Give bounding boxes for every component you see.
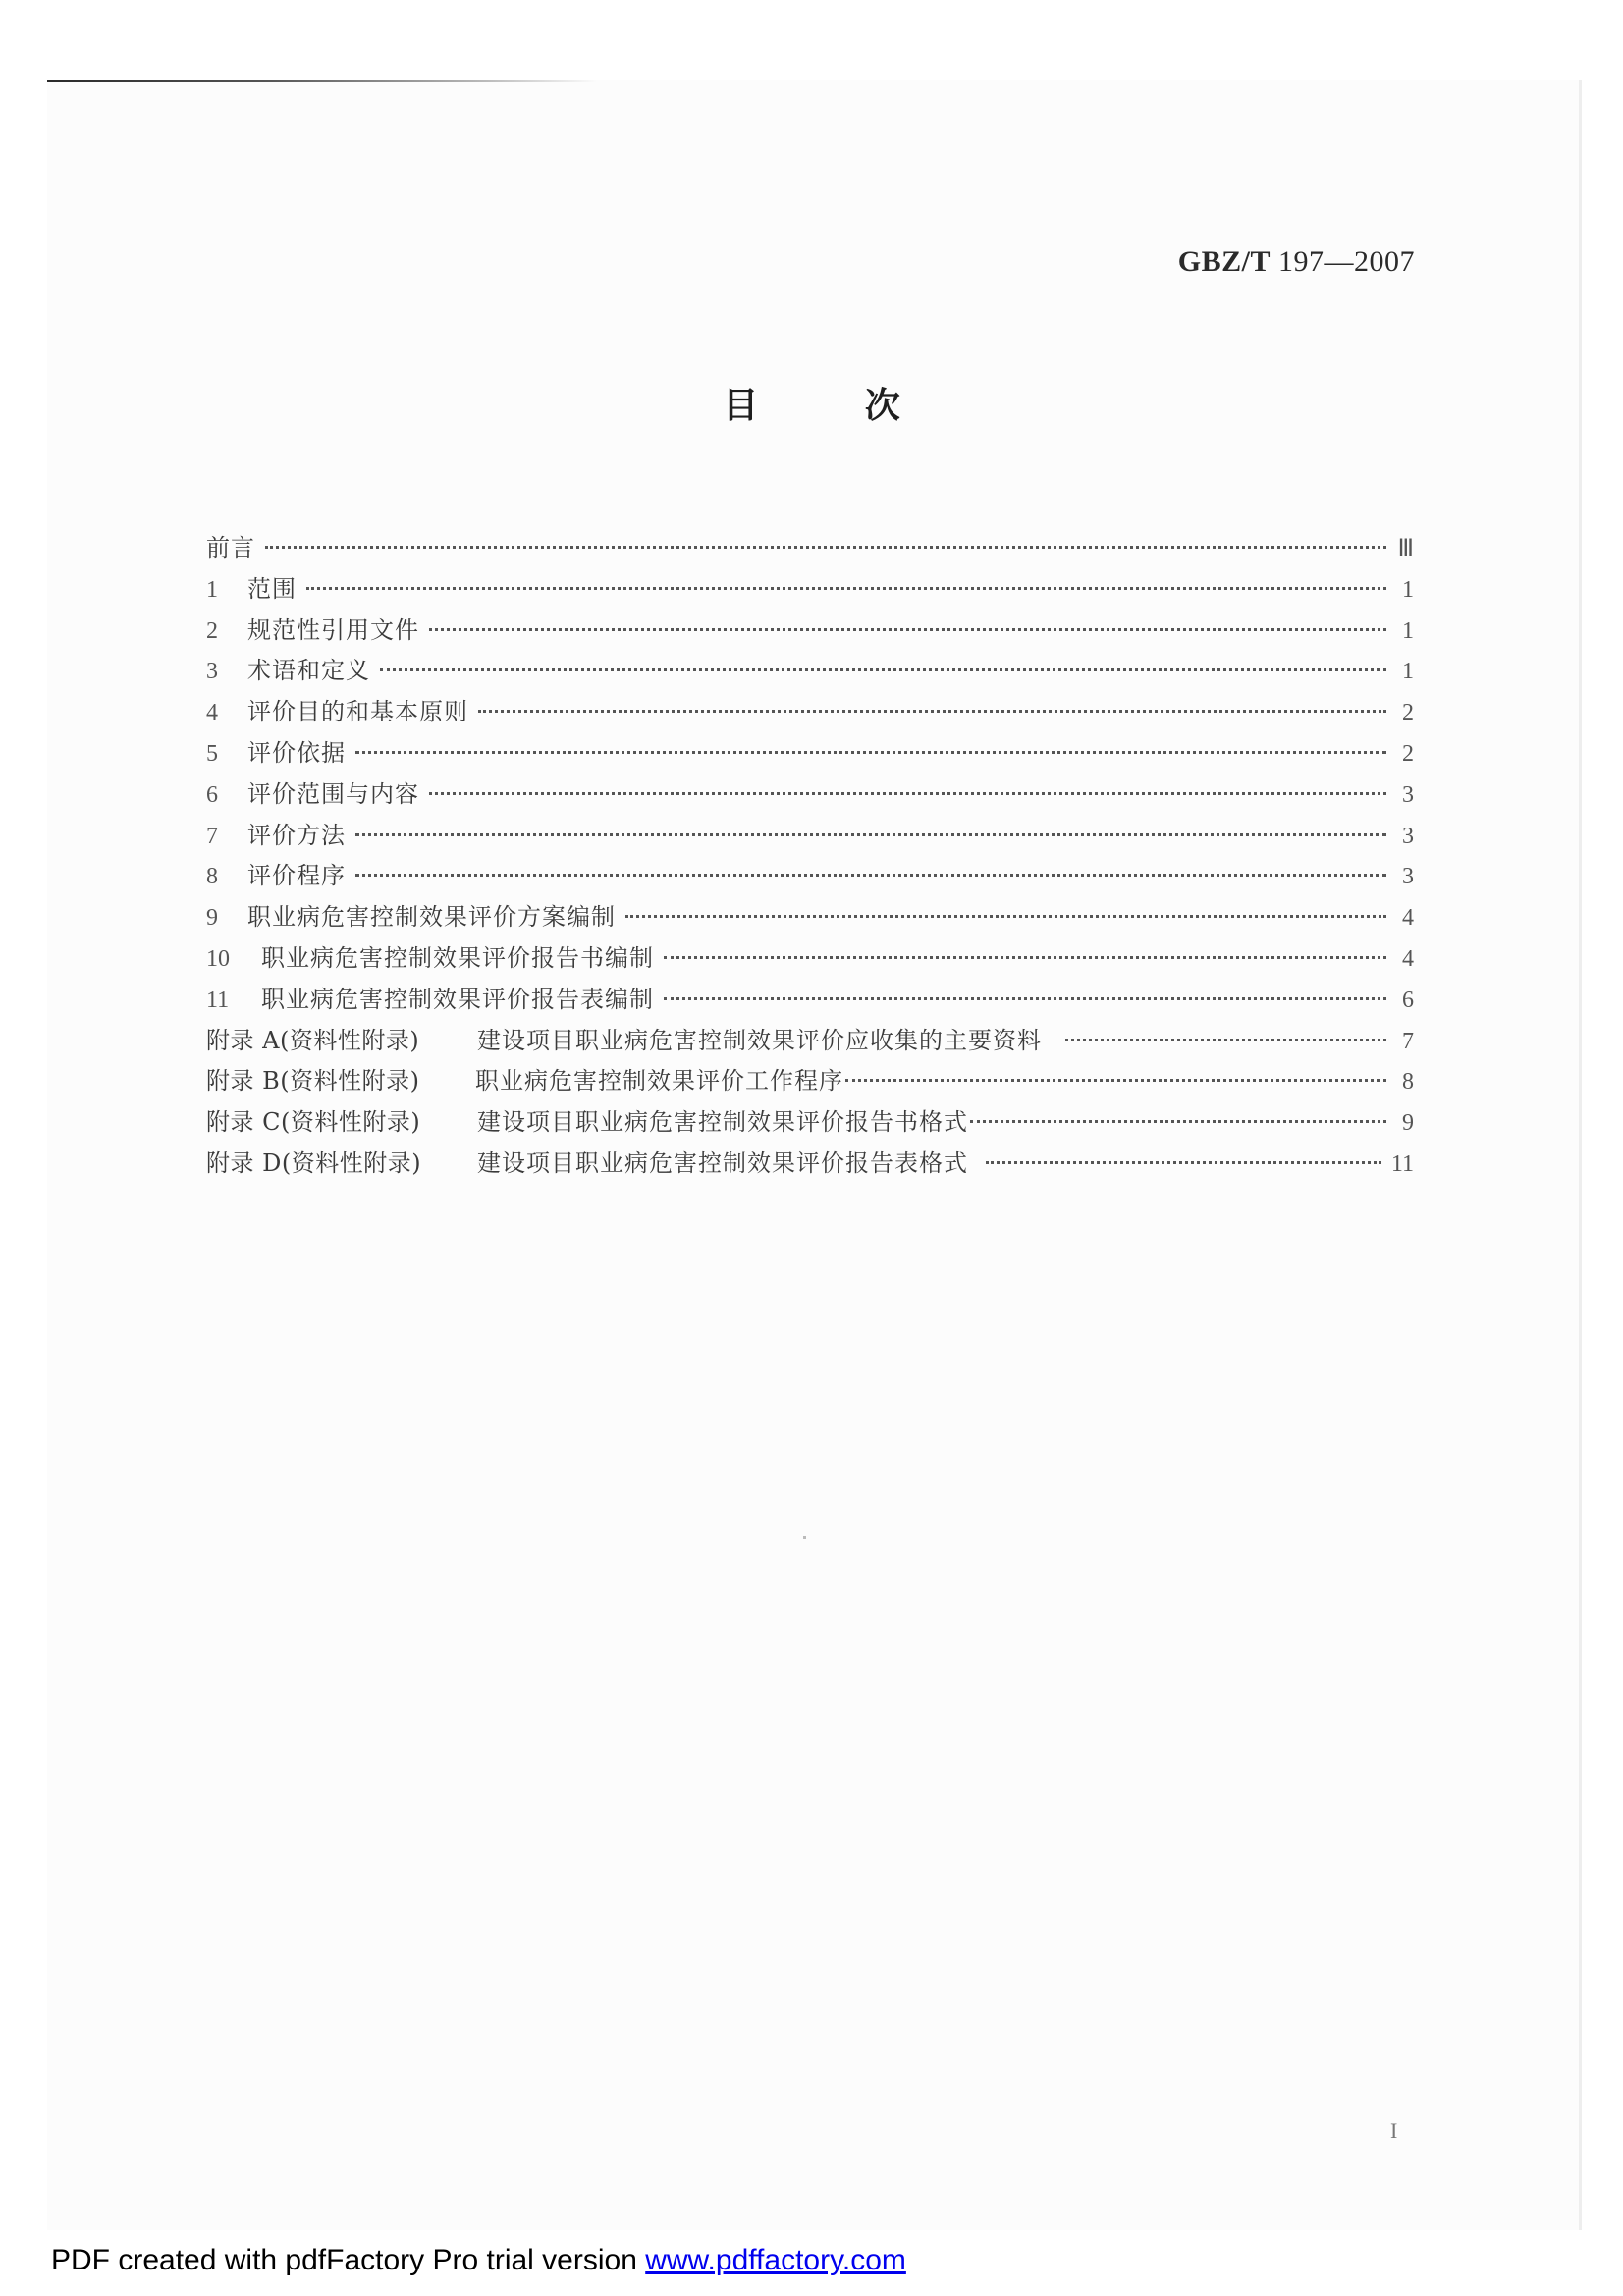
footer-text: PDF created with pdfFactory Pro trial version bbox=[51, 2244, 646, 2276]
toc-page-number: 1 bbox=[1402, 576, 1414, 603]
toc-dot-leader bbox=[355, 874, 1386, 877]
pdf-watermark-footer bbox=[51, 2244, 906, 2277]
toc-page-number: 3 bbox=[1402, 781, 1414, 808]
toc-entry-number: 10 bbox=[206, 945, 230, 972]
toc-entry-label: 建设项目职业病危害控制效果评价应收集的主要资料 bbox=[477, 1026, 1042, 1054]
toc-page-number: 8 bbox=[1402, 1069, 1414, 1095]
toc-dot-leader bbox=[478, 710, 1386, 713]
toc-page-number: 2 bbox=[1402, 740, 1414, 767]
toc-dot-leader bbox=[970, 1120, 1386, 1123]
table-of-contents bbox=[206, 528, 1414, 1185]
toc-dot-leader bbox=[429, 792, 1386, 795]
toc-dot-leader bbox=[355, 751, 1386, 754]
toc-entry[interactable] bbox=[206, 733, 1414, 774]
toc-entry-label: 评价依据 bbox=[247, 738, 346, 767]
toc-entry-number: 5 bbox=[206, 740, 218, 767]
toc-title-char: 目 bbox=[723, 386, 759, 426]
toc-dot-leader bbox=[1065, 1039, 1386, 1041]
toc-entry-label: 评价方法 bbox=[247, 821, 346, 849]
toc-entry-label: 职业病危害控制效果评价工作程序 bbox=[475, 1067, 843, 1095]
toc-entry-label: 术语和定义 bbox=[247, 657, 370, 685]
toc-page-number: 3 bbox=[1402, 864, 1414, 890]
toc-entry[interactable] bbox=[206, 692, 1414, 733]
toc-page-number: 11 bbox=[1390, 1150, 1414, 1177]
toc-entry[interactable] bbox=[206, 897, 1414, 938]
toc-title-char: 次 bbox=[864, 386, 900, 426]
toc-dot-leader bbox=[986, 1161, 1381, 1164]
toc-dot-leader bbox=[845, 1079, 1386, 1082]
toc-entry-number: 9 bbox=[206, 905, 218, 932]
toc-entry-number: 2 bbox=[206, 617, 218, 644]
toc-entry-label: 职业病危害控制效果评价报告书编制 bbox=[261, 943, 654, 972]
toc-page-number: 9 bbox=[1402, 1110, 1414, 1137]
toc-entry-label: 职业病危害控制效果评价方案编制 bbox=[247, 903, 616, 932]
toc-page-number: Ⅲ bbox=[1397, 536, 1414, 561]
toc-entry-preface[interactable] bbox=[206, 528, 1414, 569]
toc-page-number: 4 bbox=[1402, 905, 1414, 932]
standard-code bbox=[1178, 245, 1415, 279]
toc-appendix-entry[interactable] bbox=[206, 1061, 1414, 1102]
standard-code-prefix: GBZ/T bbox=[1177, 245, 1271, 278]
toc-dot-leader bbox=[265, 546, 1386, 549]
toc-dot-leader bbox=[664, 997, 1386, 1000]
toc-entry-label: 建设项目职业病危害控制效果评价报告书格式 bbox=[477, 1108, 968, 1137]
toc-appendix-tag: 附录 A(资料性附录) bbox=[206, 1026, 420, 1054]
toc-page-number: 6 bbox=[1402, 987, 1414, 1013]
toc-entry-number: 8 bbox=[206, 864, 218, 890]
toc-dot-leader bbox=[625, 915, 1386, 918]
toc-dot-leader bbox=[306, 587, 1386, 590]
toc-appendix-entry[interactable] bbox=[206, 1102, 1414, 1144]
toc-page-number: 7 bbox=[1402, 1028, 1414, 1054]
scan-artifact bbox=[803, 1536, 806, 1539]
toc-entry-number: 4 bbox=[206, 700, 218, 726]
toc-page-number: 1 bbox=[1402, 659, 1414, 685]
toc-dot-leader bbox=[664, 956, 1386, 959]
toc-entry-number: 3 bbox=[206, 659, 218, 685]
toc-entry[interactable] bbox=[206, 611, 1414, 652]
toc-entry-label: 前言 bbox=[206, 534, 255, 561]
standard-code-number: 197—2007 bbox=[1278, 245, 1415, 278]
toc-page-number: 1 bbox=[1402, 617, 1414, 644]
toc-entry[interactable] bbox=[206, 651, 1414, 692]
toc-page-number: 2 bbox=[1402, 700, 1414, 726]
toc-entry-label: 评价程序 bbox=[247, 862, 346, 890]
toc-entry-label: 建设项目职业病危害控制效果评价报告表格式 bbox=[477, 1148, 968, 1177]
top-rule-divider bbox=[47, 80, 597, 82]
toc-entry-number: 7 bbox=[206, 823, 218, 849]
toc-entry[interactable] bbox=[206, 856, 1414, 897]
toc-appendix-tag: 附录 D(资料性附录) bbox=[206, 1148, 422, 1177]
pdffactory-link[interactable]: www.pdffactory.com bbox=[645, 2244, 906, 2276]
toc-entry-number: 11 bbox=[206, 987, 230, 1013]
toc-entry-number: 6 bbox=[206, 781, 218, 808]
toc-page-number: 3 bbox=[1402, 823, 1414, 849]
toc-title bbox=[0, 378, 1623, 428]
toc-entry[interactable] bbox=[206, 816, 1414, 857]
toc-entry-label: 范围 bbox=[247, 574, 297, 603]
toc-page-number: 4 bbox=[1402, 945, 1414, 972]
toc-entry[interactable] bbox=[206, 980, 1414, 1021]
toc-dot-leader bbox=[355, 833, 1386, 836]
toc-entry-label: 评价范围与内容 bbox=[247, 779, 419, 808]
toc-entry[interactable] bbox=[206, 569, 1414, 611]
toc-dot-leader bbox=[429, 628, 1386, 631]
toc-entry[interactable] bbox=[206, 774, 1414, 816]
toc-entry-label: 评价目的和基本原则 bbox=[247, 698, 468, 726]
toc-appendix-tag: 附录 B(资料性附录) bbox=[206, 1067, 420, 1095]
toc-entry[interactable] bbox=[206, 938, 1414, 980]
toc-appendix-tag: 附录 C(资料性附录) bbox=[206, 1108, 421, 1137]
toc-entry-label: 职业病危害控制效果评价报告表编制 bbox=[261, 985, 654, 1013]
toc-appendix-entry[interactable] bbox=[206, 1144, 1414, 1185]
page-folio: I bbox=[1390, 2118, 1398, 2143]
toc-appendix-entry[interactable] bbox=[206, 1021, 1414, 1062]
toc-entry-label: 规范性引用文件 bbox=[247, 615, 419, 644]
toc-entry-number: 1 bbox=[206, 576, 218, 603]
toc-dot-leader bbox=[380, 668, 1386, 671]
